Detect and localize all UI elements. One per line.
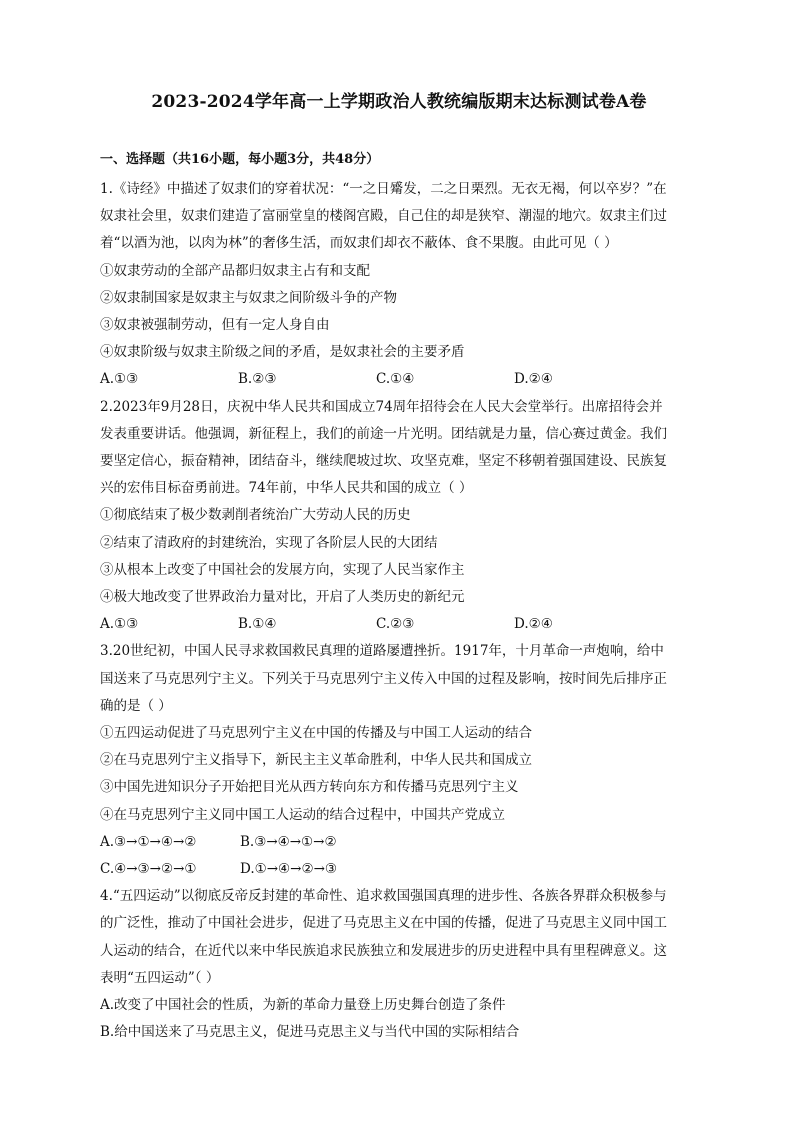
statement-item: ①五四运动促进了马克思列宁主义在中国的传播及与中国工人运动的结合	[100, 725, 532, 742]
option-b: B.②③	[238, 371, 277, 388]
question-3	[100, 638, 698, 883]
answer-options-row-2	[100, 856, 698, 883]
answer-options	[100, 611, 698, 638]
question-stem-line: 4.“五四运动”以彻底反帝反封建的革命性、追求救国强国真理的进步性、各族各界群众积极参与	[100, 888, 667, 905]
question-stem-line: 1.《诗经》中描述了奴隶们的穿着状况：“一之日觱发，二之日栗烈。无衣无褐，何以卒岁？”在	[100, 181, 667, 197]
question-stem-line: 表明“五四运动”（ ）	[100, 969, 220, 986]
question-stem-line: 要坚定信心，振奋精神，团结奋斗，继续爬坡过坎、攻坚克难，坚定不移朝着强国建设、民族复	[100, 453, 667, 470]
option-a: A.③→①→④→②	[100, 833, 197, 850]
statement-item: ④在马克思列宁主义同中国工人运动的结合过程中，中国共产党成立	[100, 806, 505, 823]
question-stem-line: 2.2023年9月28日，庆祝中华人民共和国成立74周年招待会在人民大会堂举行。出席招待会并	[100, 398, 663, 415]
statement-item: ④奴隶阶级与奴隶主阶级之间的矛盾，是奴隶社会的主要矛盾	[100, 344, 465, 361]
statement-item: ②结束了清政府的封建统治，实现了各阶层人民的大团结	[100, 534, 438, 551]
option-d: D.②④	[514, 616, 553, 633]
statement-item: ③从根本上改变了中国社会的发展方向，实现了人民当家作主	[100, 561, 465, 578]
option-a: A.改变了中国社会的性质，为新的革命力量登上历史舞台创造了条件	[100, 997, 506, 1014]
option-b: B.③→④→①→②	[240, 833, 337, 850]
option-d: D.①→④→②→③	[240, 861, 337, 878]
question-stem-line: 国送来了马克思列宁主义。下列关于马克思列宁主义传入中国的过程及影响，按时间先后排序正	[100, 670, 667, 687]
statement-item: ②奴隶制国家是奴隶主与奴隶之间阶级斗争的产物	[100, 289, 397, 306]
statement-item: ①奴隶劳动的全部产品都归奴隶主占有和支配	[100, 262, 370, 279]
option-c: C.④→③→②→①	[100, 861, 197, 878]
section-heading: 一、选择题（共16小题，每小题3分，共48分）	[100, 152, 380, 167]
question-stem-line: 的广泛性，推动了中国社会进步，促进了马克思主义在中国的传播，促进了马克思主义同中国工	[100, 915, 667, 932]
option-a: A.①③	[100, 616, 139, 633]
question-2	[100, 394, 698, 639]
option-c: C.①④	[376, 371, 415, 388]
option-d: D.②④	[514, 371, 553, 388]
answer-options-row-1	[100, 829, 698, 856]
option-b: B.①④	[238, 616, 277, 633]
question-stem-line: 着“以酒为池，以肉为林”的奢侈生活，而奴隶们却衣不蔽体、食不果腹。由此可见（ ）	[100, 235, 618, 252]
option-a: A.①③	[100, 371, 139, 388]
statement-item: ②在马克思列宁主义指导下，新民主主义革命胜利，中华人民共和国成立	[100, 752, 532, 769]
exam-title: 2023-2024学年高一上学期政治人教统编版期末达标测试卷A卷	[151, 92, 647, 112]
statement-item: ③中国先进知识分子开始把目光从西方转向东方和传播马克思列宁主义	[100, 779, 519, 796]
question-4	[100, 883, 698, 1046]
question-stem-line: 发表重要讲话。他强调，新征程上，我们的前途一片光明。团结就是力量，信心赛过黄金。我们	[100, 425, 667, 442]
statement-item: ③奴隶被强制劳动，但有一定人身自由	[100, 317, 330, 334]
option-c: C.②③	[376, 616, 415, 633]
option-b: B.给中国送来了马克思主义，促进马克思主义与当代中国的实际相结合	[100, 1024, 520, 1041]
statement-item: ①彻底结束了极少数剥削者统治广大劳动人民的历史	[100, 507, 411, 524]
answer-options	[100, 366, 698, 393]
question-stem-line: 奴隶社会里，奴隶们建造了富丽堂皇的楼阁宫殿，自己住的却是狭窄、潮湿的地穴。奴隶主们过	[100, 208, 667, 225]
question-stem-line: 确的是（ ）	[100, 697, 172, 714]
question-1	[100, 176, 698, 394]
statement-item: ④极大地改变了世界政治力量对比，开启了人类历史的新纪元	[100, 589, 465, 606]
question-stem-line: 兴的宏伟目标奋勇前进。74年前，中华人民共和国的成立（ ）	[100, 480, 473, 497]
question-stem-line: 3.20世纪初，中国人民寻求救国救民真理的道路屡遭挫折。1917年，十月革命一声炮响，给中	[100, 643, 664, 660]
question-stem-line: 人运动的结合，在近代以来中华民族追求民族独立和发展进步的历史进程中具有里程碑意义。这	[100, 942, 667, 959]
